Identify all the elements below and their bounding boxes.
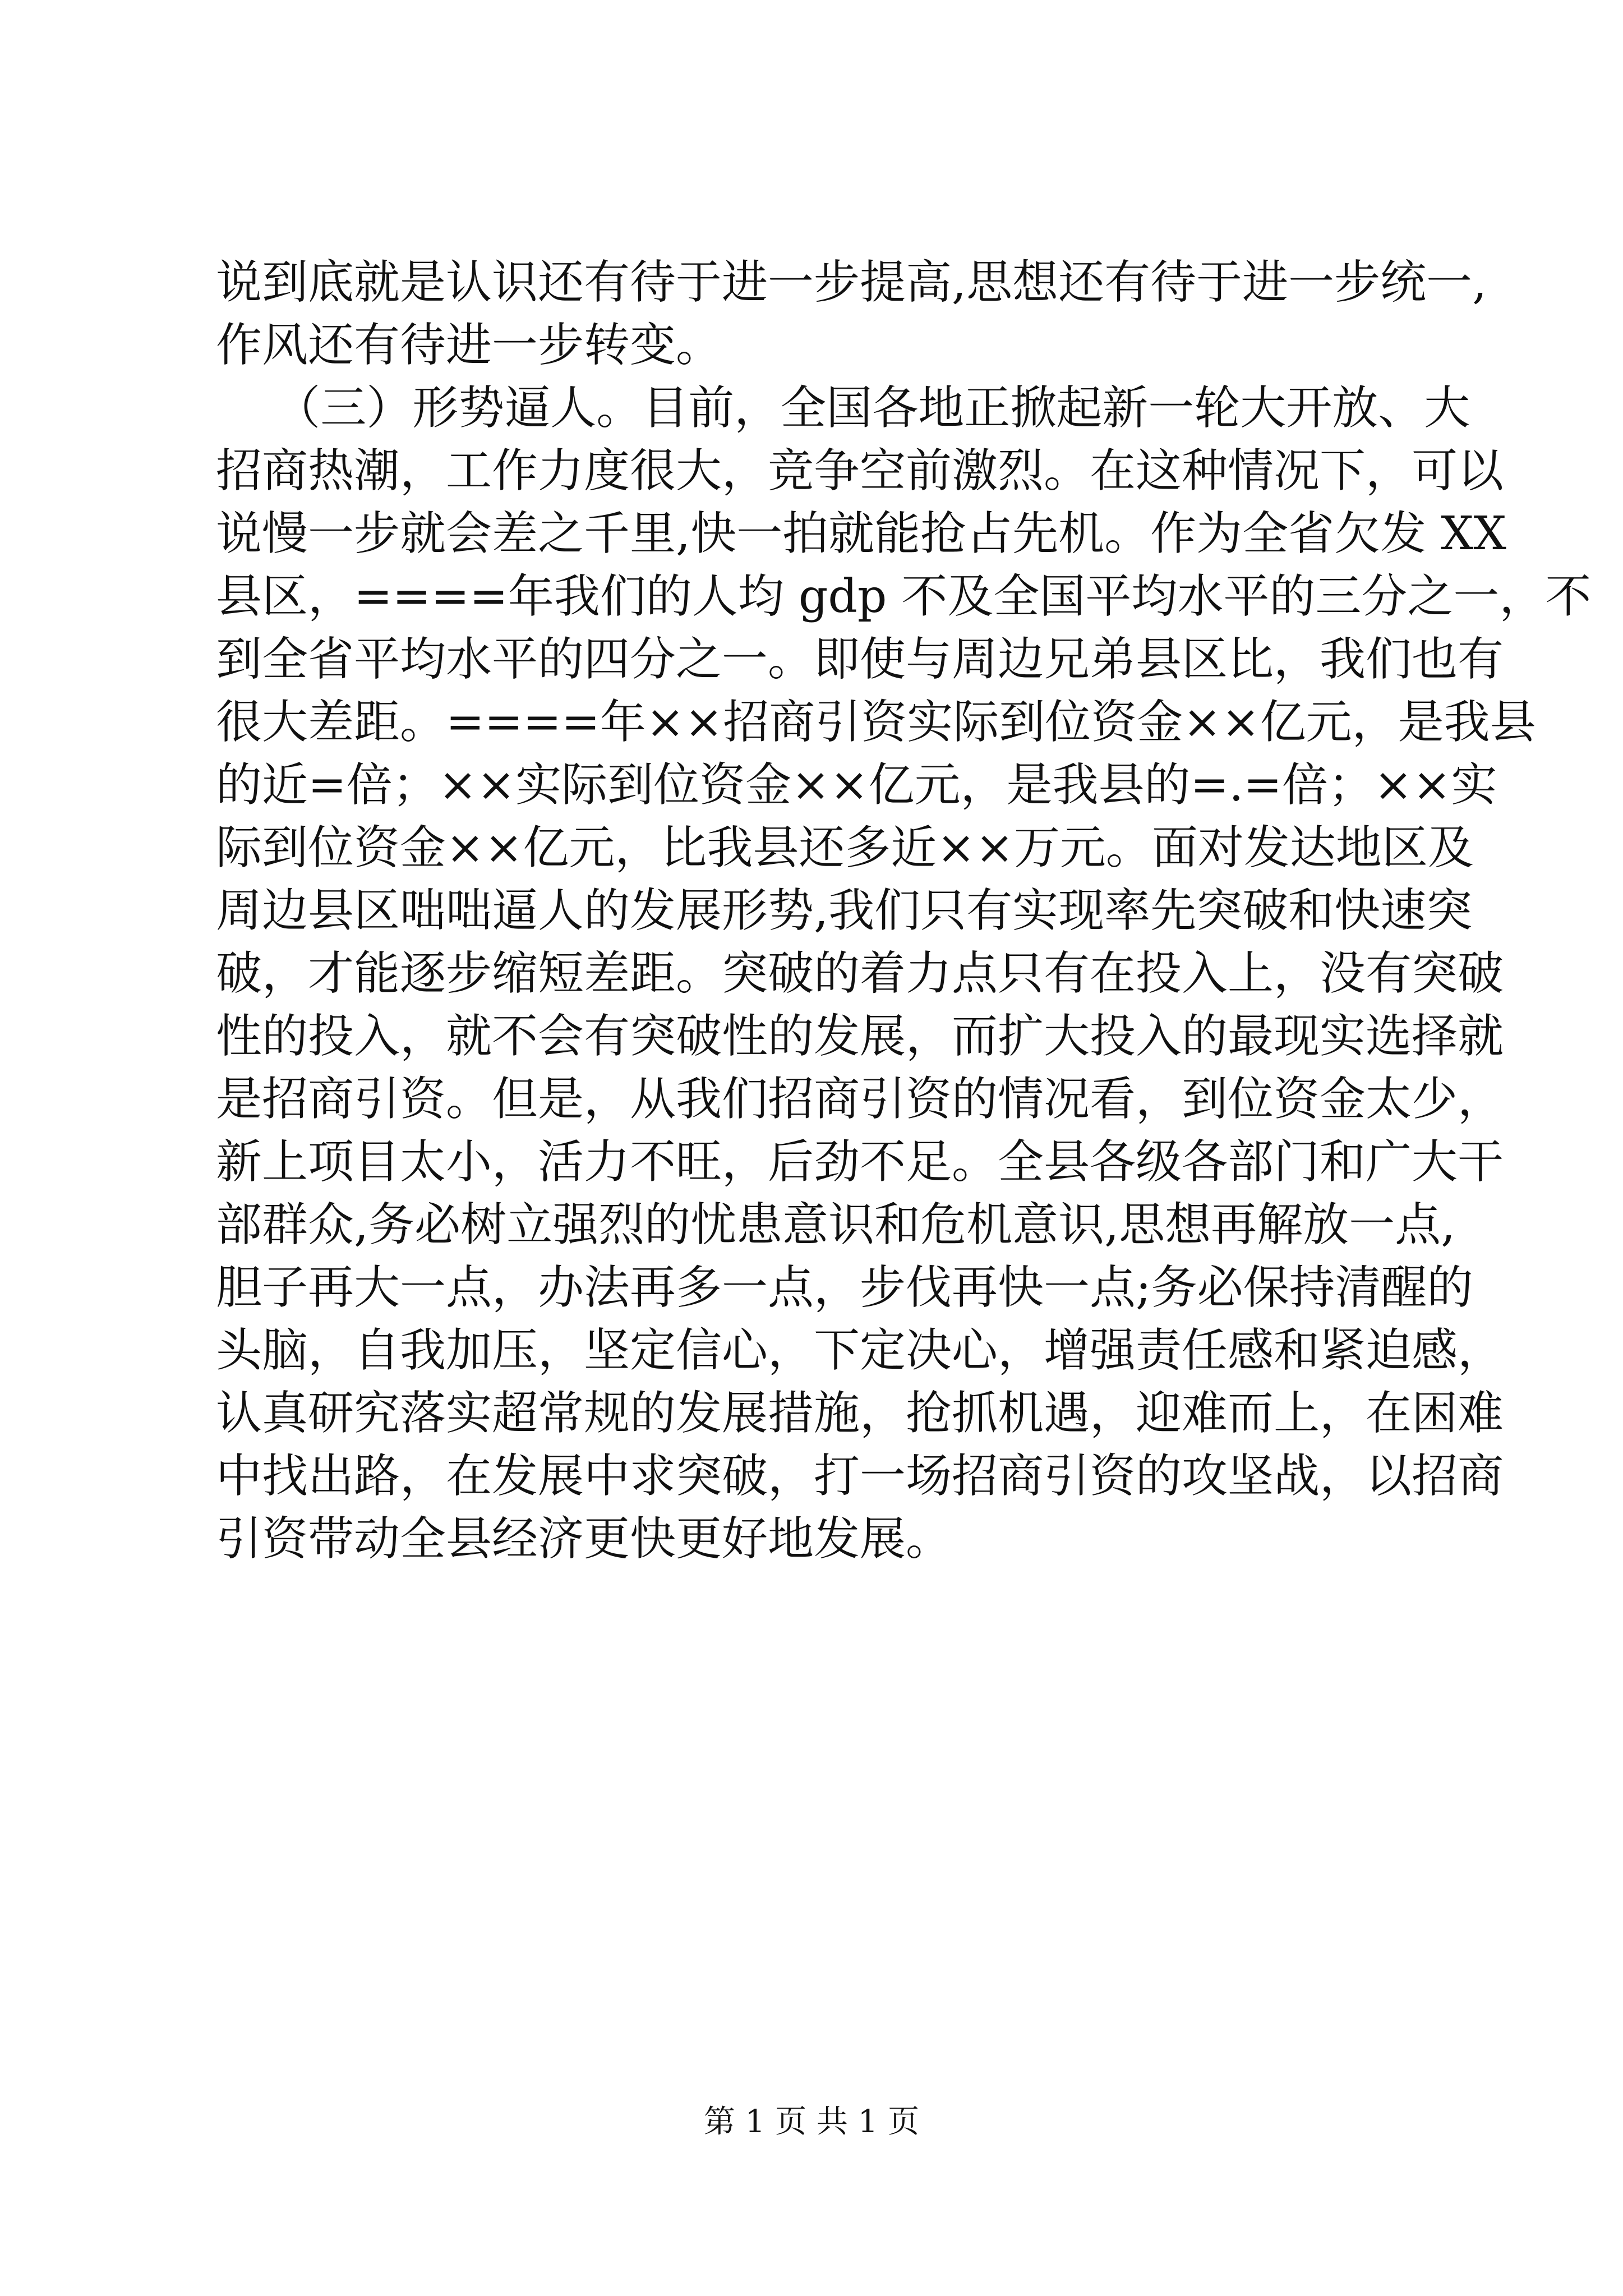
text-line: 到全省平均水平的四分之一。即使与周边兄弟县区比，我们也有 [216, 633, 1504, 686]
text-line: （三）形势逼人。目前，全国各地正掀起新一轮大开放、大 [216, 381, 1470, 435]
text-line: 胆子再大一点，办法再多一点，步伐再快一点;务必保持清醒的 [216, 1261, 1473, 1314]
text-line: 认真研究落实超常规的发展措施，抢抓机遇，迎难而上，在困难 [216, 1387, 1504, 1440]
text-line: 性的投入，就不会有突破性的发展，而扩大投入的最现实选择就 [216, 1010, 1504, 1063]
text-line: 部群众,务必树立强烈的忧患意识和危机意识,思想再解放一点, [216, 1198, 1456, 1251]
text-line: 中找出路，在发展中求突破，打一场招商引资的攻坚战，以招商 [216, 1450, 1504, 1503]
text-line: 的近=倍；××实际到位资金××亿元，是我县的=.=倍；××实 [216, 758, 1497, 812]
text-line: 周边县区咄咄逼人的发展形势,我们只有实现率先突破和快速突 [216, 884, 1473, 937]
text-line: 说慢一步就会差之千里,快一拍就能抢占先机。作为全省欠发 XX [216, 507, 1506, 560]
text-line: 很大差距。====年××招商引资实际到位资金××亿元，是我县 [216, 696, 1536, 749]
text-line: 破，才能逐步缩短差距。突破的着力点只有在投入上，没有突破 [216, 947, 1504, 1000]
text-line: 作风还有待进一步转变。 [216, 319, 722, 372]
page-footer [0, 2102, 1623, 2142]
text-line: 际到位资金××亿元，比我县还多近××万元。面对发达地区及 [216, 821, 1474, 875]
text-line: 招商热潮，工作力度很大，竞争空前激烈。在这种情况下，可以 [216, 444, 1504, 498]
text-line: 引资带动全县经济更快更好地发展。 [216, 1512, 952, 1566]
text-line: 头脑，自我加压，坚定信心，下定决心，增强责任感和紧迫感， [216, 1324, 1504, 1377]
text-line: 是招商引资。但是，从我们招商引资的情况看，到位资金太少， [216, 1073, 1504, 1126]
body-text [216, 251, 1592, 1571]
text-line: 县区，====年我们的人均 gdp 不及全国平均水平的三分之一，不 [216, 570, 1592, 623]
page-number-label: 第 1 页 共 1 页 [703, 2104, 920, 2140]
text-line: 新上项目太小，活力不旺，后劲不足。全县各级各部门和广大干 [216, 1135, 1504, 1189]
text-line: 说到底就是认识还有待于进一步提高,思想还有待于进一步统一, [216, 256, 1487, 309]
